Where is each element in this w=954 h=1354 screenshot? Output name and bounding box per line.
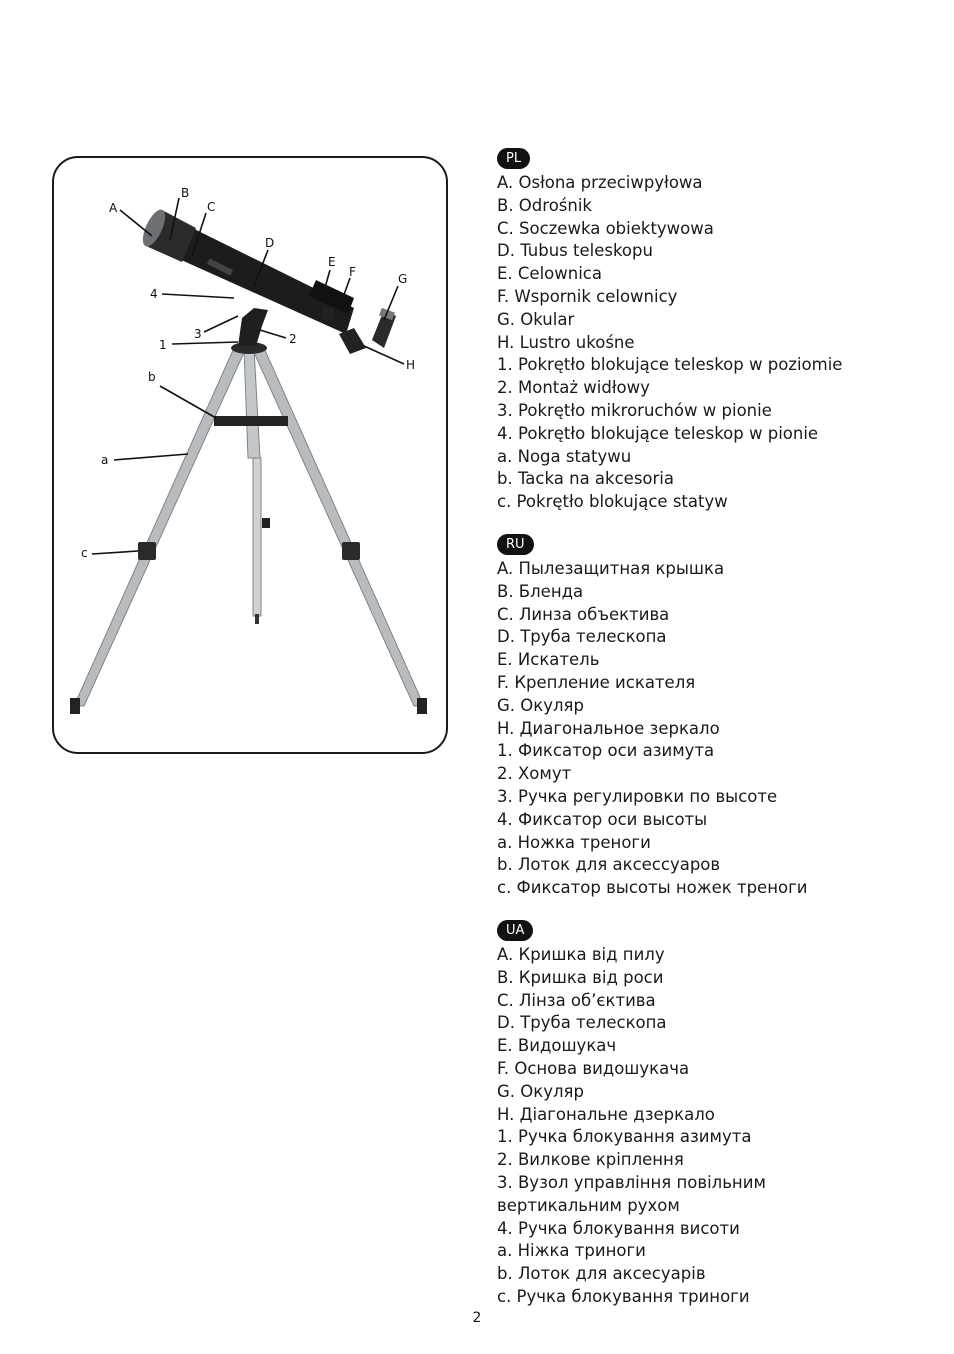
list-item: 2. Вилкове кріплення	[497, 1150, 684, 1170]
list-item: E. Искатель	[497, 650, 600, 670]
list-item: a. Noga statywu	[497, 446, 632, 466]
list-item: G. Okular	[497, 309, 575, 329]
list-item: D. Tubus teleskopu	[497, 241, 653, 261]
callout-a: a	[101, 453, 109, 467]
callout-C: C	[207, 200, 216, 214]
list-item: 3. Вузол управління повільним вертикальним рухом	[497, 1172, 766, 1215]
list-item: B. Бленда	[497, 581, 584, 601]
list-item: E. Celownica	[497, 264, 602, 284]
parts-list-ru	[497, 558, 917, 900]
list-item: C. Лінза об’єктива	[497, 990, 656, 1010]
callout-B: B	[181, 186, 190, 200]
list-item: 2. Montaż widłowy	[497, 378, 650, 398]
list-item: E. Видошукач	[497, 1036, 617, 1056]
callout-1: 1	[159, 338, 167, 352]
list-item: b. Лоток для аксессуаров	[497, 855, 721, 875]
callout-3: 3	[194, 327, 202, 341]
list-item: b. Tacka na akcesoria	[497, 469, 674, 489]
tripod-legs	[74, 348, 424, 706]
section-ua	[497, 919, 892, 1309]
list-item: 3. Pokrętło mikroruchów w pionie	[497, 400, 772, 420]
list-item: D. Труба телескопа	[497, 627, 667, 647]
list-item: H. Діагональне дзеркало	[497, 1104, 715, 1124]
callout-c: c	[81, 546, 88, 560]
list-item: 4. Pokrętło blokujące teleskop w pionie	[497, 423, 819, 443]
list-item: b. Лоток для аксесуарів	[497, 1264, 706, 1284]
section-pl	[497, 147, 917, 514]
telescope-figure	[52, 156, 448, 754]
list-item: A. Кришка від пилу	[497, 945, 665, 964]
callout-F: F	[349, 265, 356, 279]
list-item: 3. Ручка регулировки по высоте	[497, 786, 778, 806]
list-item: F. Основа видошукача	[497, 1058, 690, 1078]
parts-list-ua	[497, 944, 892, 1309]
callout-H: H	[406, 358, 416, 372]
list-item: F. Крепление искателя	[497, 672, 696, 692]
list-item: H. Lustro ukośne	[497, 332, 635, 352]
list-item: 4. Фиксатор оси высоты	[497, 809, 708, 829]
list-item: F. Wspornik celownicy	[497, 286, 678, 306]
page-number: 2	[472, 1310, 482, 1326]
list-item: 1. Pokrętło blokujące teleskop w poziomie	[497, 355, 843, 375]
parts-list-pl	[497, 172, 917, 514]
list-item: a. Ніжка триноги	[497, 1241, 646, 1261]
list-item: B. Odrośnik	[497, 195, 592, 215]
list-item: A. Osłona przeciwpyłowa	[497, 173, 703, 192]
list-item: a. Ножка треноги	[497, 832, 651, 852]
callout-E: E	[328, 255, 336, 269]
lang-badge-pl: PL	[497, 148, 530, 169]
lang-badge-ua: UA	[497, 920, 533, 941]
callout-b: b	[148, 370, 156, 384]
list-item: G. Окуляр	[497, 1081, 584, 1101]
callout-A: A	[109, 201, 118, 215]
list-item: 4. Ручка блокування висоти	[497, 1218, 740, 1238]
list-item: C. Soczewka obiektywowa	[497, 218, 714, 238]
list-item: B. Кришка від роси	[497, 967, 664, 987]
list-item: c. Pokrętło blokujące statyw	[497, 492, 728, 512]
list-item: A. Пылезащитная крышка	[497, 559, 725, 578]
callout-G: G	[398, 272, 408, 286]
callout-4: 4	[150, 287, 158, 301]
lang-badge-ru: RU	[497, 534, 534, 555]
list-item: 2. Хомут	[497, 764, 572, 784]
list-item: 1. Фиксатор оси азимута	[497, 741, 715, 761]
callout-D: D	[265, 236, 275, 250]
list-item: 1. Ручка блокування азимута	[497, 1127, 752, 1147]
list-item: G. Окуляр	[497, 695, 584, 715]
list-item: D. Труба телескопа	[497, 1013, 667, 1033]
telescope-illustration	[54, 158, 450, 756]
list-item: c. Ручка блокування триноги	[497, 1286, 750, 1306]
section-ru	[497, 533, 917, 900]
list-item: H. Диагональное зеркало	[497, 718, 720, 738]
callout-2: 2	[289, 332, 297, 346]
list-item: c. Фиксатор высоты ножек треноги	[497, 878, 808, 898]
list-item: C. Линза объектива	[497, 604, 670, 624]
